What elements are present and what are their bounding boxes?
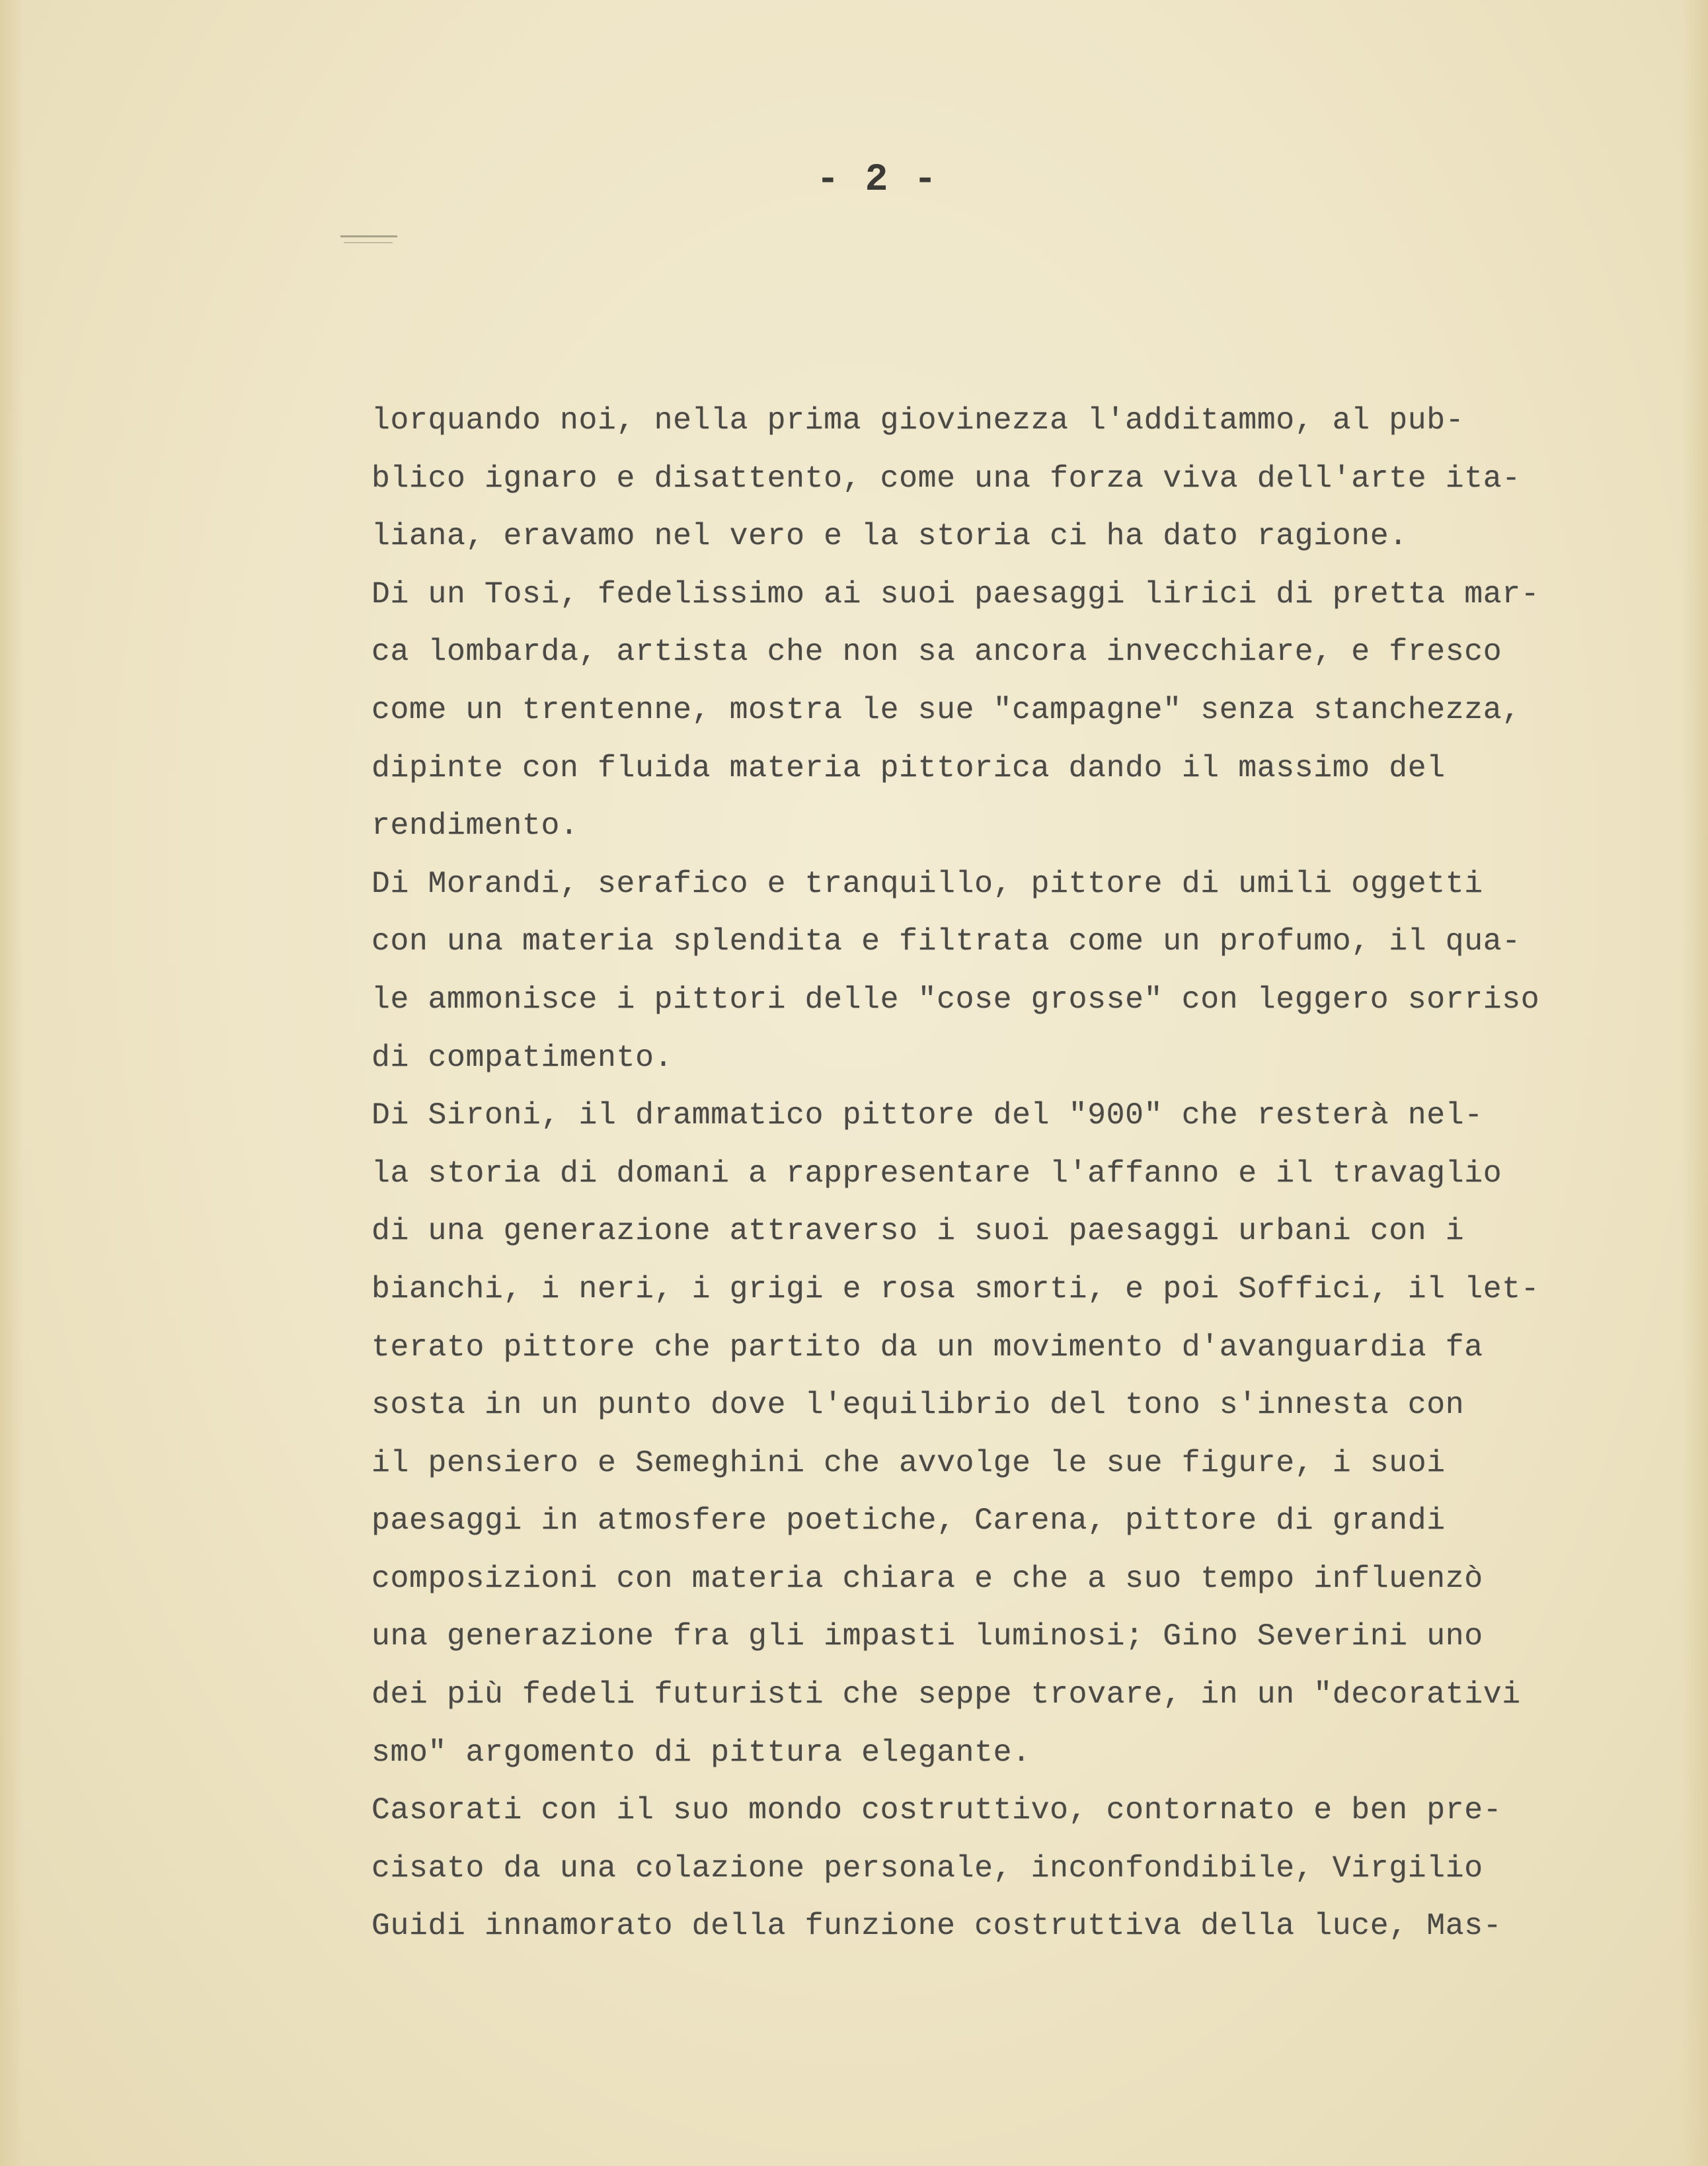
text-line: sosta in un punto dove l'equilibrio del tono s'innesta con bbox=[371, 1387, 1465, 1423]
text-line: rendimento. bbox=[371, 808, 579, 844]
text-line: di una generazione attraverso i suoi paesaggi urbani con i bbox=[371, 1213, 1465, 1249]
text-line: dei più fedeli futuristi che seppe trovare, in un "decorativi bbox=[371, 1677, 1521, 1712]
text-line: Guidi innamorato della funzione costruttiva della luce, Mas- bbox=[371, 1908, 1502, 1944]
margin-rule-mark bbox=[340, 235, 397, 237]
body-text bbox=[371, 391, 1627, 1955]
paper-edge-shadow-left bbox=[0, 0, 24, 2166]
text-line: con una materia splendita e filtrata come un profumo, il qua- bbox=[371, 924, 1521, 959]
text-line: smo" argomento di pittura elegante. bbox=[371, 1734, 1031, 1770]
text-line: di compatimento. bbox=[371, 1039, 674, 1075]
text-line: la storia di domani a rappresentare l'affanno e il travaglio bbox=[371, 1155, 1502, 1191]
text-line: Di un Tosi, fedelissimo ai suoi paesaggi lirici di pretta mar- bbox=[371, 576, 1540, 612]
text-line: terato pittore che partito da un movimento d'avanguardia fa bbox=[371, 1329, 1483, 1365]
paper-edge-shadow-right bbox=[1682, 0, 1708, 2166]
text-line: composizioni con materia chiara e che a suo tempo influenzò bbox=[371, 1560, 1483, 1596]
text-line: come un trentenne, mostra le sue "campagne" senza stanchezza, bbox=[371, 692, 1521, 727]
text-line: una generazione fra gli impasti luminosi; Gino Severini uno bbox=[371, 1619, 1483, 1654]
text-line: dipinte con fluida materia pittorica dando il massimo del bbox=[371, 750, 1446, 785]
text-line: ca lombarda, artista che non sa ancora invecchiare, e fresco bbox=[371, 634, 1502, 670]
text-line: le ammonisce i pittori delle "cose grosse" con leggero sorriso bbox=[371, 981, 1540, 1017]
text-line: paesaggi in atmosfere poetiche, Carena, pittore di grandi bbox=[371, 1503, 1446, 1539]
text-line: bianchi, i neri, i grigi e rosa smorti, e poi Soffici, il let- bbox=[371, 1271, 1540, 1306]
text-line: cisato da una colazione personale, inconfondibile, Virgilio bbox=[371, 1850, 1483, 1886]
page-number: - 2 - bbox=[816, 159, 939, 202]
text-line: Casorati con il suo mondo costruttivo, contornato e ben pre- bbox=[371, 1792, 1502, 1828]
text-line: liana, eravamo nel vero e la storia ci ha dato ragione. bbox=[371, 518, 1408, 554]
text-line: il pensiero e Semeghini che avvolge le sue figure, i suoi bbox=[371, 1445, 1446, 1480]
text-line: blico ignaro e disattento, come una forza viva dell'arte ita- bbox=[371, 460, 1521, 496]
text-line: lorquando noi, nella prima giovinezza l'additammo, al pub- bbox=[371, 403, 1465, 438]
margin-rule-mark-secondary bbox=[344, 242, 393, 243]
text-line: Di Morandi, serafico e tranquillo, pittore di umili oggetti bbox=[371, 865, 1483, 901]
text-line: Di Sironi, il drammatico pittore del "900" che resterà nel- bbox=[371, 1098, 1483, 1133]
